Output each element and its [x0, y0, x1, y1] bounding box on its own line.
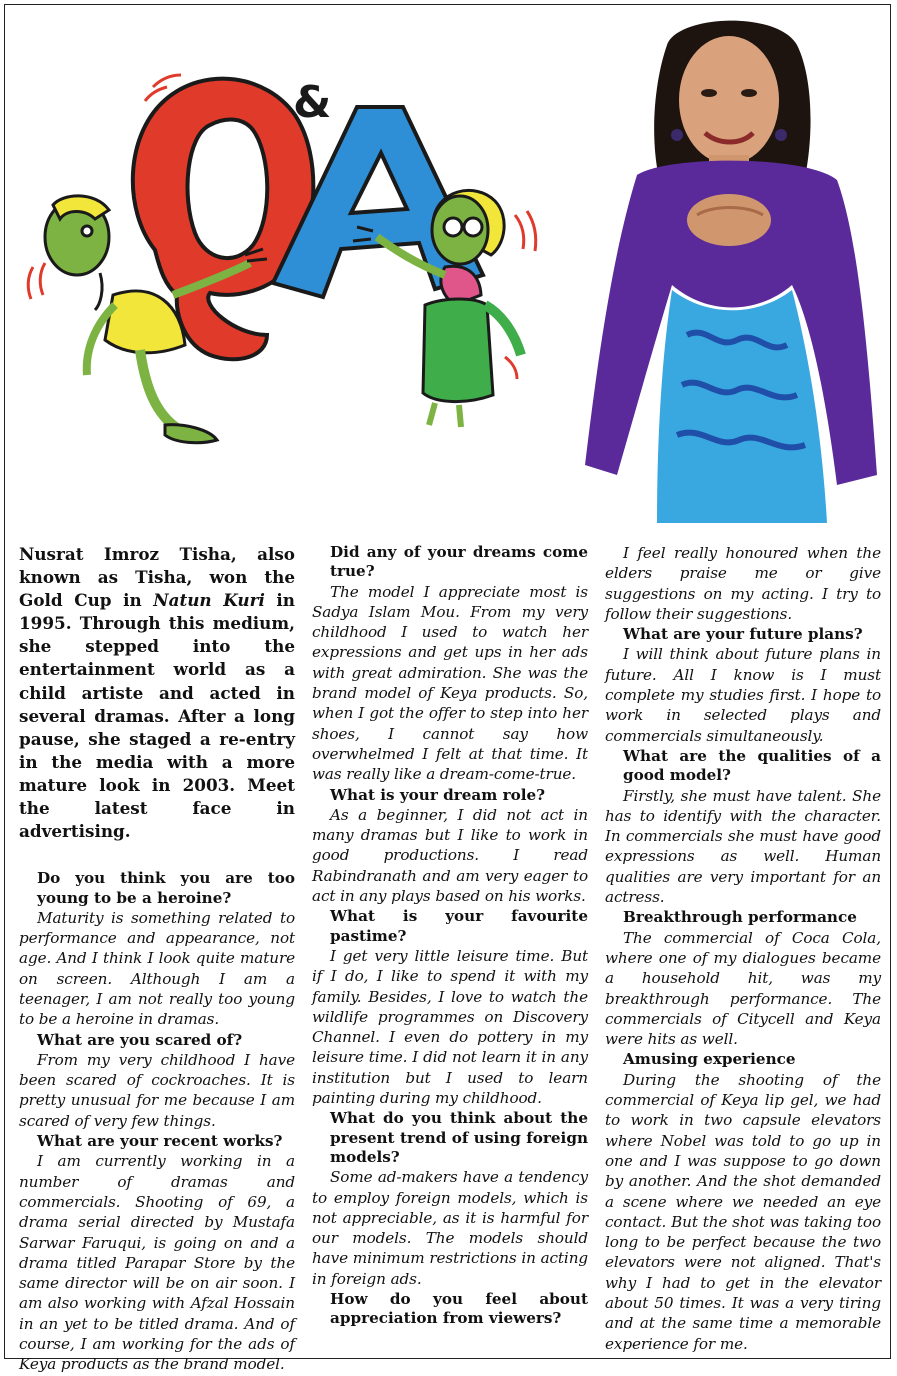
portrait-photo — [577, 5, 889, 523]
question-heading: Do you think you are too young to be a heroine? — [37, 869, 295, 907]
question-heading: Breakthrough performance — [623, 908, 857, 927]
answer-paragraph: I am currently working in a number of dramas and commercials. Shooting of 69, a drama serial directed by Mustafa Sarwar Faruqui, is going on and a drama titled Parapar Store by the same director will be on air soon. I am also working with Afzal Hossain in an yet to be titled drama. And of course, I am working for the ads of Keya products as the brand model. — [19, 1152, 295, 1374]
answer-paragraph: Maturity is something related to performance and appearance, not age. And I think I look quite mature on screen. Although I am a teenager, I am not really too young to be a heroine in dramas. — [19, 908, 295, 1029]
answer-paragraph: I get very little leisure time. But if I do, I like to spend it with my family. Besides, I love to watch the wildlife programmes on Discovery Channel. I even do pottery in my leisure time. I did not learn it in any institution but I used to learn painting during my childhood. — [312, 946, 588, 1108]
magazine-page — [4, 4, 891, 1374]
intro-paragraph — [19, 543, 295, 843]
question-heading: Amusing experience — [623, 1050, 796, 1069]
answer-paragraph: As a beginner, I did not act in many dramas but I like to work in good productions. I read Rabindranath and am very eager to act in any plays based on his works. — [312, 805, 588, 906]
answer-paragraph: From my very childhood I have been scared of cockroaches. It is pretty unusual for me because I am scared of very few things. — [19, 1050, 295, 1130]
intro-text-before: Nusrat Imroz Tisha, also known as Tisha, won the Gold Cup in — [19, 544, 295, 611]
text-column-2 — [312, 543, 588, 1329]
show-name: Natun Kuri — [153, 590, 265, 611]
answer-paragraph: Firstly, she must have talent. She has to identify with the character. In commercials she must have good expressions as well. Human qualities are very important for an actress. — [605, 786, 881, 907]
answer-paragraph: I will think about future plans in future. All I know is I must complete my studies first. I hope to work in selected plays and commercials simultaneously. — [605, 645, 881, 745]
answer-paragraph: The commercial of Coca Cola, where one of my dialogues became a household hit, was my breakthrough performance. The commercials of Citycell and Keya were hits as well. — [605, 928, 881, 1049]
question-heading: What is your dream role? — [330, 785, 546, 804]
question-heading: What are your recent works? — [37, 1132, 283, 1151]
text-column-3 — [605, 543, 881, 1355]
question-heading: How do you feel about appreciation from viewers? — [330, 1289, 588, 1328]
answer-paragraph: Some ad-makers have a tendency to employ foreign models, which is not appreciable, as it is harmful for our models. The models should have minimum restrictions in acting in foreign ads. — [312, 1168, 588, 1288]
question-heading: What are your future plans? — [623, 625, 863, 644]
text-column-1 — [19, 543, 295, 1376]
ampersand-graphic: & — [293, 77, 332, 128]
answer-paragraph: I feel really honoured when the elders praise me or give suggestions on my acting. I try to follow their suggestions. — [605, 544, 881, 623]
question-heading: What do you think about the present trend of using foreign models? — [330, 1109, 588, 1166]
answer-paragraph: During the shooting of the commercial of Keya lip gel, we had to work in two capsule elevators where Nobel was told to go up in one and I was suppose to go down by another. And the shot demanded a scene where we needed an eye contact. But the shot was taking too long to be perfect because the two elevators were not aligned. That's why I had to get in the elevator about 50 times. It was a very tiring and at the same time a memorable experience for me. — [605, 1070, 881, 1353]
qa-illustration — [5, 5, 585, 525]
question-heading: Did any of your dreams come true? — [330, 543, 588, 581]
question-heading: What are you scared of? — [37, 1030, 243, 1049]
question-heading: What are the qualities of a good model? — [623, 746, 881, 785]
intro-text-after: in 1995. Through this medium, she stepped into the entertainment world as a child artiste and acted in several dramas. After a long pause, she staged a re-entry in the media with a more mature look in 2003. Meet the latest face in advertising. — [19, 590, 296, 842]
question-heading: What is your favourite pastime? — [330, 907, 588, 945]
answer-paragraph: The model I appreciate most is Sadya Islam Mou. From my very childhood I used to watch her expressions and get ups in her ads with great admiration. She was the brand model of Keya products. So, when I got the offer to step into her shoes, I cannot say how overwhelmed I felt at that time. It was really like a dream-come-true. — [312, 582, 588, 784]
